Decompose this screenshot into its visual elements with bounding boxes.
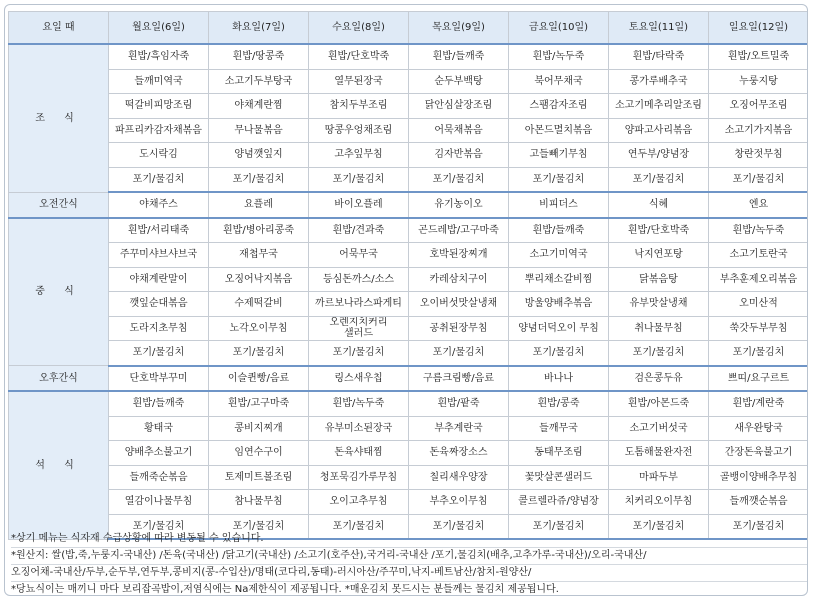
menu-item: 들깨무국 <box>509 416 609 441</box>
menu-item: 노각오이무침 <box>209 316 309 341</box>
header-day: 월요일(6일) <box>109 12 209 45</box>
snack-item: 단호박부꾸미 <box>109 366 209 392</box>
menu-item: 흰밥/단호박죽 <box>609 218 709 243</box>
menu-item: 흰밥/녹두죽 <box>709 218 809 243</box>
menu-item: 오이버섯맛살냉채 <box>409 292 509 317</box>
menu-item: 소고기두부탕국 <box>209 69 309 94</box>
menu-item: 방울양배추볶음 <box>509 292 609 317</box>
lunch-row <box>9 243 809 268</box>
menu-item: 콩가루배추국 <box>609 69 709 94</box>
menu-item: 포기/물김치 <box>709 167 809 192</box>
menu-item: 유부미소된장국 <box>309 416 409 441</box>
menu-item: 포기/물김치 <box>609 341 709 366</box>
note-line: *원산지: 쌀(밥,죽,누룽지-국내산) /돈육(국내산) /닭고기(국내산) /소고기(호주산),국거리-국내산 /포기,물김치(배추,고추가루-국내산)/오리-국내산/ <box>11 548 807 565</box>
menu-item: 양배추소불고기 <box>109 441 209 466</box>
menu-item: 들깨미역국 <box>109 69 209 94</box>
menu-item: 흰밥/단호박죽 <box>309 44 409 69</box>
menu-item: 포기/물김치 <box>209 514 309 539</box>
menu-item: 포기/물김치 <box>709 341 809 366</box>
lunch-row <box>9 218 809 243</box>
menu-item: 포기/물김치 <box>609 514 709 539</box>
menu-item: 흰밥/견과죽 <box>309 218 409 243</box>
menu-item: 고들빼기무침 <box>509 143 609 168</box>
menu-item: 포기/물김치 <box>509 341 609 366</box>
breakfast-row <box>9 94 809 119</box>
menu-item: 뿌리채소갈비찜 <box>509 267 609 292</box>
menu-item: 부추오이무침 <box>409 490 509 515</box>
menu-body <box>9 44 809 539</box>
dinner-label: 석 식 <box>9 391 109 539</box>
menu-item: 오이고추무침 <box>309 490 409 515</box>
menu-item: 흰밥/고구마죽 <box>209 391 309 416</box>
menu-item: 닭볶음탕 <box>609 267 709 292</box>
menu-item: 부추계란국 <box>409 416 509 441</box>
menu-item: 유부맛살냉채 <box>609 292 709 317</box>
morning_snack-row <box>9 192 809 218</box>
snack-item: 쁘띠/요구르트 <box>709 366 809 392</box>
menu-item: 공취된장무침 <box>409 316 509 341</box>
menu-item: 동태무조림 <box>509 441 609 466</box>
menu-item: 흰밥/들깨죽 <box>409 44 509 69</box>
menu-item: 오징어낙지볶음 <box>209 267 309 292</box>
menu-item: 흰밥/서리태죽 <box>109 218 209 243</box>
menu-item: 임연수구이 <box>209 441 309 466</box>
menu-item: 주꾸미샤브샤브국 <box>109 243 209 268</box>
header-corner: 요일 때 <box>9 12 109 45</box>
menu-item: 까르보나라스파게티 <box>309 292 409 317</box>
menu-item: 낙지연포탕 <box>609 243 709 268</box>
dinner-row <box>9 465 809 490</box>
menu-page <box>4 4 808 596</box>
menu-item: 소고기가지볶음 <box>709 118 809 143</box>
lunch-label: 중 식 <box>9 218 109 366</box>
menu-item: 포기/물김치 <box>109 341 209 366</box>
menu-item: 돈육샤태찜 <box>309 441 409 466</box>
menu-item: 포기/물김치 <box>409 341 509 366</box>
menu-item: 들깨깻순볶음 <box>709 490 809 515</box>
menu-item: 수제떡갈비 <box>209 292 309 317</box>
menu-item: 누룽지탕 <box>709 69 809 94</box>
breakfast-row <box>9 69 809 94</box>
header-day: 금요일(10일) <box>509 12 609 45</box>
menu-item: 흰밥/아몬드죽 <box>609 391 709 416</box>
menu-item: 콩비지찌개 <box>209 416 309 441</box>
lunch-row <box>9 292 809 317</box>
menu-item: 참치두부조림 <box>309 94 409 119</box>
menu-item: 흰밥/녹두죽 <box>509 44 609 69</box>
menu-item: 야채계란말이 <box>109 267 209 292</box>
breakfast-row <box>9 118 809 143</box>
menu-item: 흰밥/들깨죽 <box>109 391 209 416</box>
menu-item: 스팸감자조림 <box>509 94 609 119</box>
menu-item: 어묵무국 <box>309 243 409 268</box>
menu-item: 재첩무국 <box>209 243 309 268</box>
dinner-row <box>9 441 809 466</box>
menu-item: 양파고사리볶음 <box>609 118 709 143</box>
breakfast-row <box>9 44 809 69</box>
menu-item: 오렌지치커리 샐러드 <box>309 316 409 341</box>
menu-item: 포기/물김치 <box>509 167 609 192</box>
menu-item: 소고기미역국 <box>509 243 609 268</box>
menu-item: 소고기버섯국 <box>609 416 709 441</box>
menu-item: 간장돈육불고기 <box>709 441 809 466</box>
menu-item: 닭안심살장조림 <box>409 94 509 119</box>
menu-item: 양념더덕오이 무침 <box>509 316 609 341</box>
lunch-row <box>9 267 809 292</box>
menu-item: 야채계란찜 <box>209 94 309 119</box>
dinner-row <box>9 490 809 515</box>
dinner-row <box>9 391 809 416</box>
header-day: 토요일(11일) <box>609 12 709 45</box>
menu-item: 포기/물김치 <box>409 514 509 539</box>
menu-item: 포기/물김치 <box>309 167 409 192</box>
menu-item: 포기/물김치 <box>609 167 709 192</box>
menu-item: 오징어무조림 <box>709 94 809 119</box>
morning_snack-label: 오전간식 <box>9 192 109 218</box>
menu-item: 포기/물김치 <box>309 514 409 539</box>
snack-item: 식혜 <box>609 192 709 218</box>
menu-item: 등심돈까스/소스 <box>309 267 409 292</box>
menu-item: 도라지초무침 <box>109 316 209 341</box>
menu-item: 소고기메추리알조림 <box>609 94 709 119</box>
snack-item: 바나나 <box>509 366 609 392</box>
menu-item: 창란젓무침 <box>709 143 809 168</box>
breakfast-row <box>9 143 809 168</box>
menu-item: 연두부/양념장 <box>609 143 709 168</box>
menu-item: 취나물무침 <box>609 316 709 341</box>
menu-item: 황태국 <box>109 416 209 441</box>
menu-item: 포기/물김치 <box>509 514 609 539</box>
menu-item: 양념깻잎지 <box>209 143 309 168</box>
menu-item: 흰밥/병아리콩죽 <box>209 218 309 243</box>
menu-item: 토제미트볼조림 <box>209 465 309 490</box>
menu-item: 치커리오이무침 <box>609 490 709 515</box>
menu-item: 포기/물김치 <box>109 167 209 192</box>
snack-item: 야채주스 <box>109 192 209 218</box>
menu-item: 순두부백탕 <box>409 69 509 94</box>
snack-item: 링스새우칩 <box>309 366 409 392</box>
note-line: *상기 메뉴는 식자재 수급상황에 따라 변동될 수 있습니다. <box>11 531 807 548</box>
lunch-row <box>9 316 809 341</box>
menu-item: 아몬드멸치볶음 <box>509 118 609 143</box>
menu-item: 흰밥/흑임자죽 <box>109 44 209 69</box>
menu-item: 흰밥/타락죽 <box>609 44 709 69</box>
menu-item: 돈육짜장소스 <box>409 441 509 466</box>
afternoon_snack-label: 오후간식 <box>9 366 109 392</box>
header-day: 일요일(12일) <box>709 12 809 45</box>
snack-item: 이슬퀸빵/음료 <box>209 366 309 392</box>
dinner-row <box>9 416 809 441</box>
menu-item: 오미산적 <box>709 292 809 317</box>
lunch-row <box>9 341 809 366</box>
menu-item: 김자반볶음 <box>409 143 509 168</box>
snack-item: 비피더스 <box>509 192 609 218</box>
menu-item: 고추잎무침 <box>309 143 409 168</box>
menu-item: 깻잎순대볶음 <box>109 292 209 317</box>
menu-item: 골뱅이양배추무침 <box>709 465 809 490</box>
breakfast-label: 조 식 <box>9 44 109 192</box>
menu-item: 마파두부 <box>609 465 709 490</box>
snack-item: 요플레 <box>209 192 309 218</box>
header-day: 화요일(7일) <box>209 12 309 45</box>
breakfast-row <box>9 167 809 192</box>
menu-item: 흰밥/팥죽 <box>409 391 509 416</box>
menu-item: 땅콩우엉채조림 <box>309 118 409 143</box>
header-day: 목요일(9일) <box>409 12 509 45</box>
menu-item: 포기/물김치 <box>309 341 409 366</box>
menu-item: 북어무채국 <box>509 69 609 94</box>
menu-item: 포기/물김치 <box>209 341 309 366</box>
menu-item: 호박된장찌개 <box>409 243 509 268</box>
menu-item: 도시락김 <box>109 143 209 168</box>
menu-item: 들깨죽순볶음 <box>109 465 209 490</box>
note-line: *당뇨식이는 매끼니 마다 보리잡곡밥이,저염식에는 Na제한식이 제공됩니다. *매운김치 못드시는 분들께는 물김치 제공됩니다. <box>11 584 559 595</box>
weekly-menu-table <box>8 11 808 540</box>
menu-item: 포기/물김치 <box>109 514 209 539</box>
menu-item: 흰밥/녹두죽 <box>309 391 409 416</box>
header-day: 수요일(8일) <box>309 12 409 45</box>
menu-item: 도톰해물완자전 <box>609 441 709 466</box>
note-line: 오징어채-국내산/두부,순두부,연두부,콩비지(콩-수입산)/명태(코다리,동태)-러시아산/주꾸미,낙지-베트남산/참치-원양산/ <box>11 565 807 582</box>
menu-item: 소고기토란국 <box>709 243 809 268</box>
menu-item: 흰밥/들깨죽 <box>509 218 609 243</box>
menu-item: 칠리새우양장 <box>409 465 509 490</box>
notes <box>11 531 807 596</box>
menu-item: 열무된장국 <box>309 69 409 94</box>
menu-item: 카레삼치구이 <box>409 267 509 292</box>
menu-item: 무나물볶음 <box>209 118 309 143</box>
afternoon_snack-row <box>9 366 809 392</box>
menu-item: 열감이나물무침 <box>109 490 209 515</box>
menu-item: 흰밥/오트밀죽 <box>709 44 809 69</box>
menu-item: 흰밥/땅콩죽 <box>209 44 309 69</box>
header-row <box>9 12 809 45</box>
menu-item: 청포묵김가루무침 <box>309 465 409 490</box>
menu-item: 부추훈제오리볶음 <box>709 267 809 292</box>
menu-item: 참나물무침 <box>209 490 309 515</box>
menu-item: 포기/물김치 <box>409 167 509 192</box>
snack-item: 바이오플레 <box>309 192 409 218</box>
menu-item: 포기/물김치 <box>209 167 309 192</box>
menu-item: 새우완탕국 <box>709 416 809 441</box>
menu-item: 쑥갓두부무침 <box>709 316 809 341</box>
menu-item: 콜르렐라쥬/양념장 <box>509 490 609 515</box>
menu-item: 흰밥/콩죽 <box>509 391 609 416</box>
snack-item: 유기농이오 <box>409 192 509 218</box>
menu-item: 흰밥/계란죽 <box>709 391 809 416</box>
menu-item: 떡갈비피망조림 <box>109 94 209 119</box>
snack-item: 엔요 <box>709 192 809 218</box>
menu-item: 어묵채볶음 <box>409 118 509 143</box>
menu-item: 포기/물김치 <box>709 514 809 539</box>
menu-item: 꽃맛살콘샐러드 <box>509 465 609 490</box>
snack-item: 검은콩두유 <box>609 366 709 392</box>
menu-item: 파프리카감자채볶음 <box>109 118 209 143</box>
snack-item: 구름크림빵/음료 <box>409 366 509 392</box>
menu-item: 곤드레밥/고구마죽 <box>409 218 509 243</box>
